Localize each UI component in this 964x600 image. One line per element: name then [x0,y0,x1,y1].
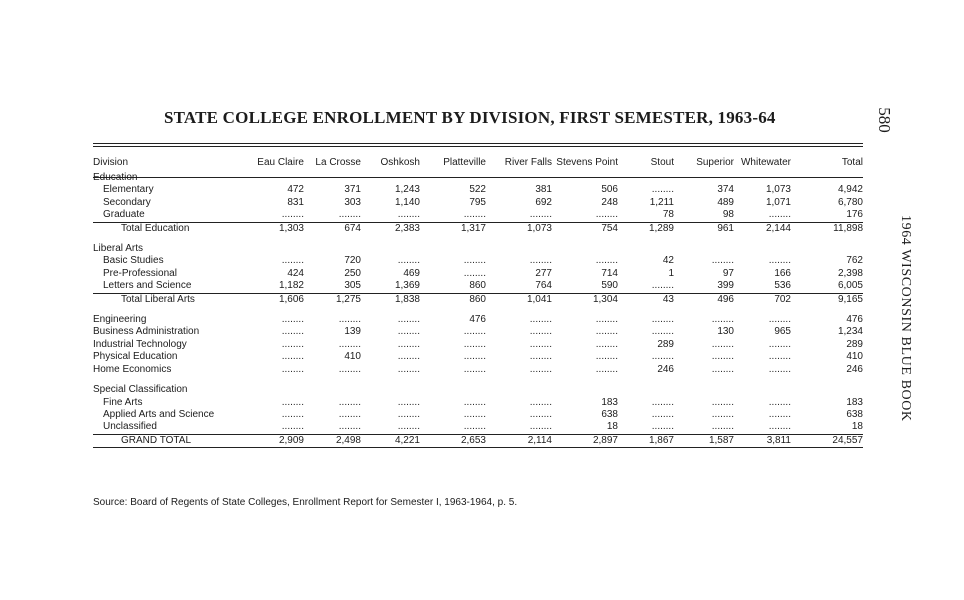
table-row [93,197,863,209]
column-header: Stout [650,156,674,168]
page-title: STATE COLLEGE ENROLLMENT BY DIVISION, FIRST SEMESTER, 1963-64 [164,108,776,127]
table-cell: 1,867 [618,434,674,447]
row-label: Fine Arts [103,396,143,408]
table-cell [361,306,420,314]
table-cell: ........ [711,255,734,267]
row-label: Home Economics [93,363,172,375]
table-cell: ........ [595,338,618,350]
table-cell: ........ [529,408,552,420]
table-cell: 860 [469,280,486,292]
table-cell [486,306,552,314]
table-cell: ........ [768,363,791,375]
table-cell: 965 [774,326,791,338]
row-label: Business Administration [93,326,200,338]
table-cell: ........ [651,421,674,433]
table-cell: ........ [397,363,420,375]
table-cell [420,243,486,255]
table-cell [618,172,674,184]
table-cell: 506 [601,184,618,196]
table-cell [791,243,863,255]
table-row [93,397,863,409]
table-header [93,152,863,172]
table-cell: 24,557 [791,434,863,447]
table-cell: 6,780 [837,196,863,208]
table-cell: ........ [463,267,486,279]
table-cell: 1,587 [674,434,734,447]
row-label: Basic Studies [103,255,164,267]
table-cell [304,235,361,243]
column-header: Platteville [443,156,486,168]
table-cell [734,306,791,314]
table-cell: ........ [529,209,552,221]
table-cell: 43 [618,293,674,306]
table-cell: 860 [420,293,486,306]
table-cell: 2,909 [253,434,304,447]
table-cell: 3,811 [734,434,791,447]
table-cell: ........ [463,363,486,375]
table-cell: 410 [344,351,361,363]
table-cell: ........ [595,209,618,221]
table-cell: ........ [338,314,361,326]
table-cell: ........ [595,314,618,326]
table-cell: ........ [711,421,734,433]
table-cell: ........ [595,326,618,338]
row-label: Pre-Professional [103,267,177,279]
table-cell: ........ [397,421,420,433]
column-header: Eau Claire [257,156,304,168]
row-label: Secondary [103,196,151,208]
table-cell: 98 [722,209,734,221]
table-cell: 248 [601,196,618,208]
table-cell: ........ [651,280,674,292]
table-row [93,235,863,243]
table-cell: ........ [397,408,420,420]
table-cell: ........ [463,408,486,420]
table-cell: 476 [846,314,863,326]
table-cell: 692 [535,196,552,208]
table-row [93,306,863,314]
table-cell: 18 [606,421,618,433]
table-cell: 1,041 [486,293,552,306]
table-cell: 2,897 [552,434,618,447]
table-cell: ........ [768,421,791,433]
table-cell: ........ [595,351,618,363]
table-cell: 4,221 [361,434,420,447]
table-cell [618,243,674,255]
enrollment-table [93,152,863,448]
table-cell: ........ [711,338,734,350]
table-cell: 4,942 [837,184,863,196]
table-cell: 476 [469,314,486,326]
table-cell: ........ [281,314,304,326]
table-cell [486,172,552,184]
table-cell [734,376,791,384]
table-cell: 183 [601,396,618,408]
table-cell: ........ [651,326,674,338]
table-cell: ........ [768,351,791,363]
table-cell [253,376,304,384]
table-cell: 6,005 [837,280,863,292]
table-cell [552,235,618,243]
table-cell: ........ [281,363,304,375]
table-cell: 1,234 [837,326,863,338]
table-cell: 277 [535,267,552,279]
table-cell: ........ [338,421,361,433]
table-cell [253,306,304,314]
table-cell: ........ [529,363,552,375]
table-cell [734,243,791,255]
column-header: River Falls [504,156,552,168]
table-cell [304,384,361,396]
table-cell [486,243,552,255]
table-cell: 2,114 [486,434,552,447]
table-cell: ........ [281,255,304,267]
table-cell: 764 [535,280,552,292]
table-row [93,326,863,338]
table-cell: 139 [344,326,361,338]
table-row [93,364,863,376]
table-cell [734,235,791,243]
table-row [93,339,863,351]
table-cell: ........ [529,255,552,267]
table-cell: ........ [281,338,304,350]
table-cell [618,235,674,243]
table-cell: 1,838 [361,293,420,306]
table-cell: 522 [469,184,486,196]
column-header: La Crosse [315,156,361,168]
table-cell: ........ [338,408,361,420]
table-cell: ........ [463,396,486,408]
table-cell: 18 [851,421,863,433]
table-cell: 176 [846,209,863,221]
table-cell: ........ [463,421,486,433]
table-cell: 42 [662,255,674,267]
table-row [93,222,863,235]
table-cell [304,306,361,314]
table-cell [674,376,734,384]
table-cell: ........ [768,209,791,221]
table-cell: 424 [287,267,304,279]
table-cell: ........ [595,363,618,375]
table-cell [361,243,420,255]
table-cell: ........ [651,408,674,420]
table-cell: ........ [281,209,304,221]
table-cell: 674 [304,222,361,235]
table-cell: 961 [674,222,734,235]
table-cell: ........ [768,255,791,267]
table-cell [253,243,304,255]
table-cell: ........ [529,338,552,350]
page-number: 580 [874,107,894,133]
row-label: Elementary [103,184,154,196]
table-cell: ........ [529,351,552,363]
table-cell [486,376,552,384]
table-cell [420,172,486,184]
table-cell [552,243,618,255]
table-cell: 1,289 [618,222,674,235]
table-cell: 78 [662,209,674,221]
table-cell: 1,275 [304,293,361,306]
row-label: Special Classification [93,384,188,396]
table-cell: 754 [552,222,618,235]
table-cell: 590 [601,280,618,292]
table-cell [253,384,304,396]
table-cell: 489 [717,196,734,208]
table-cell: ........ [768,314,791,326]
table-cell: 1,211 [649,196,674,208]
table-cell: 305 [344,280,361,292]
table-cell: 720 [344,255,361,267]
table-row [93,314,863,326]
row-label: GRAND TOTAL [93,434,253,447]
table-cell: 9,165 [791,293,863,306]
row-label: Total Liberal Arts [93,293,253,306]
table-cell [618,384,674,396]
table-cell: 1,140 [394,196,420,208]
table-row [93,184,863,196]
table-cell [791,306,863,314]
table-cell [253,172,304,184]
table-cell: 1,071 [765,196,791,208]
table-cell: ........ [529,314,552,326]
row-label: Unclassified [103,421,157,433]
table-cell: 469 [403,267,420,279]
table-cell [304,376,361,384]
table-row [93,243,863,255]
source-note: Source: Board of Regents of State Colleges, Enrollment Report for Semester I, 1963-1964, p. 5. [93,497,518,508]
table-cell: 795 [469,196,486,208]
table-cell: 714 [601,267,618,279]
table-cell: ........ [281,396,304,408]
table-cell: 1 [668,267,674,279]
table-cell: 399 [717,280,734,292]
row-label: Liberal Arts [93,243,144,255]
table-cell [304,172,361,184]
table-cell: 1,182 [278,280,304,292]
table-row [93,384,863,396]
table-cell: 2,383 [361,222,420,235]
top-rule-2 [93,146,863,147]
running-head: 1964 WISCONSIN BLUE BOOK [898,215,913,422]
table-cell: ........ [711,363,734,375]
table-cell: 702 [734,293,791,306]
table-cell: ........ [651,314,674,326]
table-cell: ........ [281,351,304,363]
table-cell [734,172,791,184]
table-cell: ........ [463,255,486,267]
table-cell: 638 [601,408,618,420]
table-cell: ........ [397,338,420,350]
table-cell: 289 [846,338,863,350]
table-cell: ........ [529,396,552,408]
table-cell: 1,317 [420,222,486,235]
table-cell: ........ [651,184,674,196]
table-cell: 289 [657,338,674,350]
column-header: Superior [696,156,734,168]
table-cell: 1,303 [253,222,304,235]
table-cell: 303 [344,196,361,208]
table-cell: ........ [651,351,674,363]
row-label: Letters and Science [103,280,192,292]
table-cell [420,306,486,314]
table-cell: ........ [711,408,734,420]
table-cell: 1,304 [552,293,618,306]
table-cell [361,376,420,384]
table-cell: 2,144 [734,222,791,235]
table-cell [361,235,420,243]
table-row [93,280,863,293]
table-cell [420,384,486,396]
table-cell: 638 [846,408,863,420]
table-cell: ........ [768,396,791,408]
table-cell [791,384,863,396]
table-cell [552,172,618,184]
table-cell: 472 [287,184,304,196]
table-cell: 2,653 [420,434,486,447]
table-cell: ........ [711,351,734,363]
table-row [93,376,863,384]
row-label: Physical Education [93,351,178,363]
table-cell: ........ [768,408,791,420]
table-cell: 1,243 [394,184,420,196]
row-label: Graduate [103,209,145,221]
table-cell [552,376,618,384]
table-row [93,351,863,363]
row-label [93,235,253,243]
table-cell [734,384,791,396]
row-label: Industrial Technology [93,338,187,350]
table-cell [674,306,734,314]
table-cell [552,306,618,314]
table-row [93,293,863,306]
table-cell: ........ [397,314,420,326]
table-row [93,409,863,421]
table-cell: 183 [846,396,863,408]
table-row [93,434,863,447]
table-cell [674,235,734,243]
table-cell [361,172,420,184]
table-cell [486,384,552,396]
column-header: Oshkosh [380,156,420,168]
table-cell: 97 [722,267,734,279]
table-cell [420,376,486,384]
table-cell: ........ [397,255,420,267]
table-cell: ........ [463,209,486,221]
table-cell: 381 [535,184,552,196]
table-cell: 246 [657,363,674,375]
table-cell: ........ [529,326,552,338]
table-cell [552,384,618,396]
table-cell: 374 [717,184,734,196]
row-label: Applied Arts and Science [103,408,215,420]
top-rule-1 [93,143,863,144]
table-cell [791,172,863,184]
table-row [93,268,863,280]
table-cell: ........ [338,396,361,408]
table-cell: 2,398 [837,267,863,279]
column-header-division: Division [93,156,129,168]
table-cell: ........ [595,255,618,267]
table-cell: ........ [651,396,674,408]
table-cell: 496 [674,293,734,306]
table-body [93,172,863,448]
table-cell [253,235,304,243]
table-cell: 1,073 [765,184,791,196]
table-cell: 250 [344,267,361,279]
table-cell [361,384,420,396]
table-cell: ........ [711,396,734,408]
table-row [93,209,863,222]
table-row [93,255,863,267]
table-cell [618,306,674,314]
table-cell: ........ [281,326,304,338]
table-cell: 11,898 [791,222,863,235]
table-cell: 2,498 [304,434,361,447]
table-cell: ........ [338,338,361,350]
table-cell: ........ [397,209,420,221]
row-label: Education [93,172,138,183]
table-cell [420,235,486,243]
column-header: Whitewater [740,156,791,168]
table-cell: 536 [774,280,791,292]
table-cell [674,172,734,184]
table-cell: 246 [846,363,863,375]
row-label [93,306,253,314]
table-cell: ........ [281,421,304,433]
table-cell [674,384,734,396]
table-cell: 1,369 [394,280,420,292]
table-cell: 166 [774,267,791,279]
table-cell: ........ [463,338,486,350]
column-header: Total [841,156,863,168]
table-cell: ........ [463,351,486,363]
table-cell: ........ [397,351,420,363]
table-cell: ........ [463,326,486,338]
table-cell: 130 [717,326,734,338]
table-cell: ........ [529,421,552,433]
table-cell: 410 [846,351,863,363]
table-cell: ........ [338,363,361,375]
table-cell: 1,073 [486,222,552,235]
row-label [93,376,253,384]
table-cell: ........ [397,396,420,408]
table-cell: 371 [344,184,361,196]
table-cell [486,235,552,243]
column-header: Stevens Point [556,156,618,168]
table-cell: ........ [281,408,304,420]
row-label: Total Education [93,222,253,235]
table-cell [791,235,863,243]
table-cell: ........ [768,338,791,350]
table-row [93,172,863,184]
table-cell [674,243,734,255]
table-cell [791,376,863,384]
table-cell: ........ [397,326,420,338]
row-label: Engineering [93,314,147,326]
table-row [93,421,863,434]
table-cell: 1,606 [253,293,304,306]
table-cell: 831 [287,196,304,208]
table-cell: ........ [338,209,361,221]
table-cell [618,376,674,384]
table-cell [304,243,361,255]
table-cell: 762 [846,255,863,267]
table-cell: ........ [711,314,734,326]
